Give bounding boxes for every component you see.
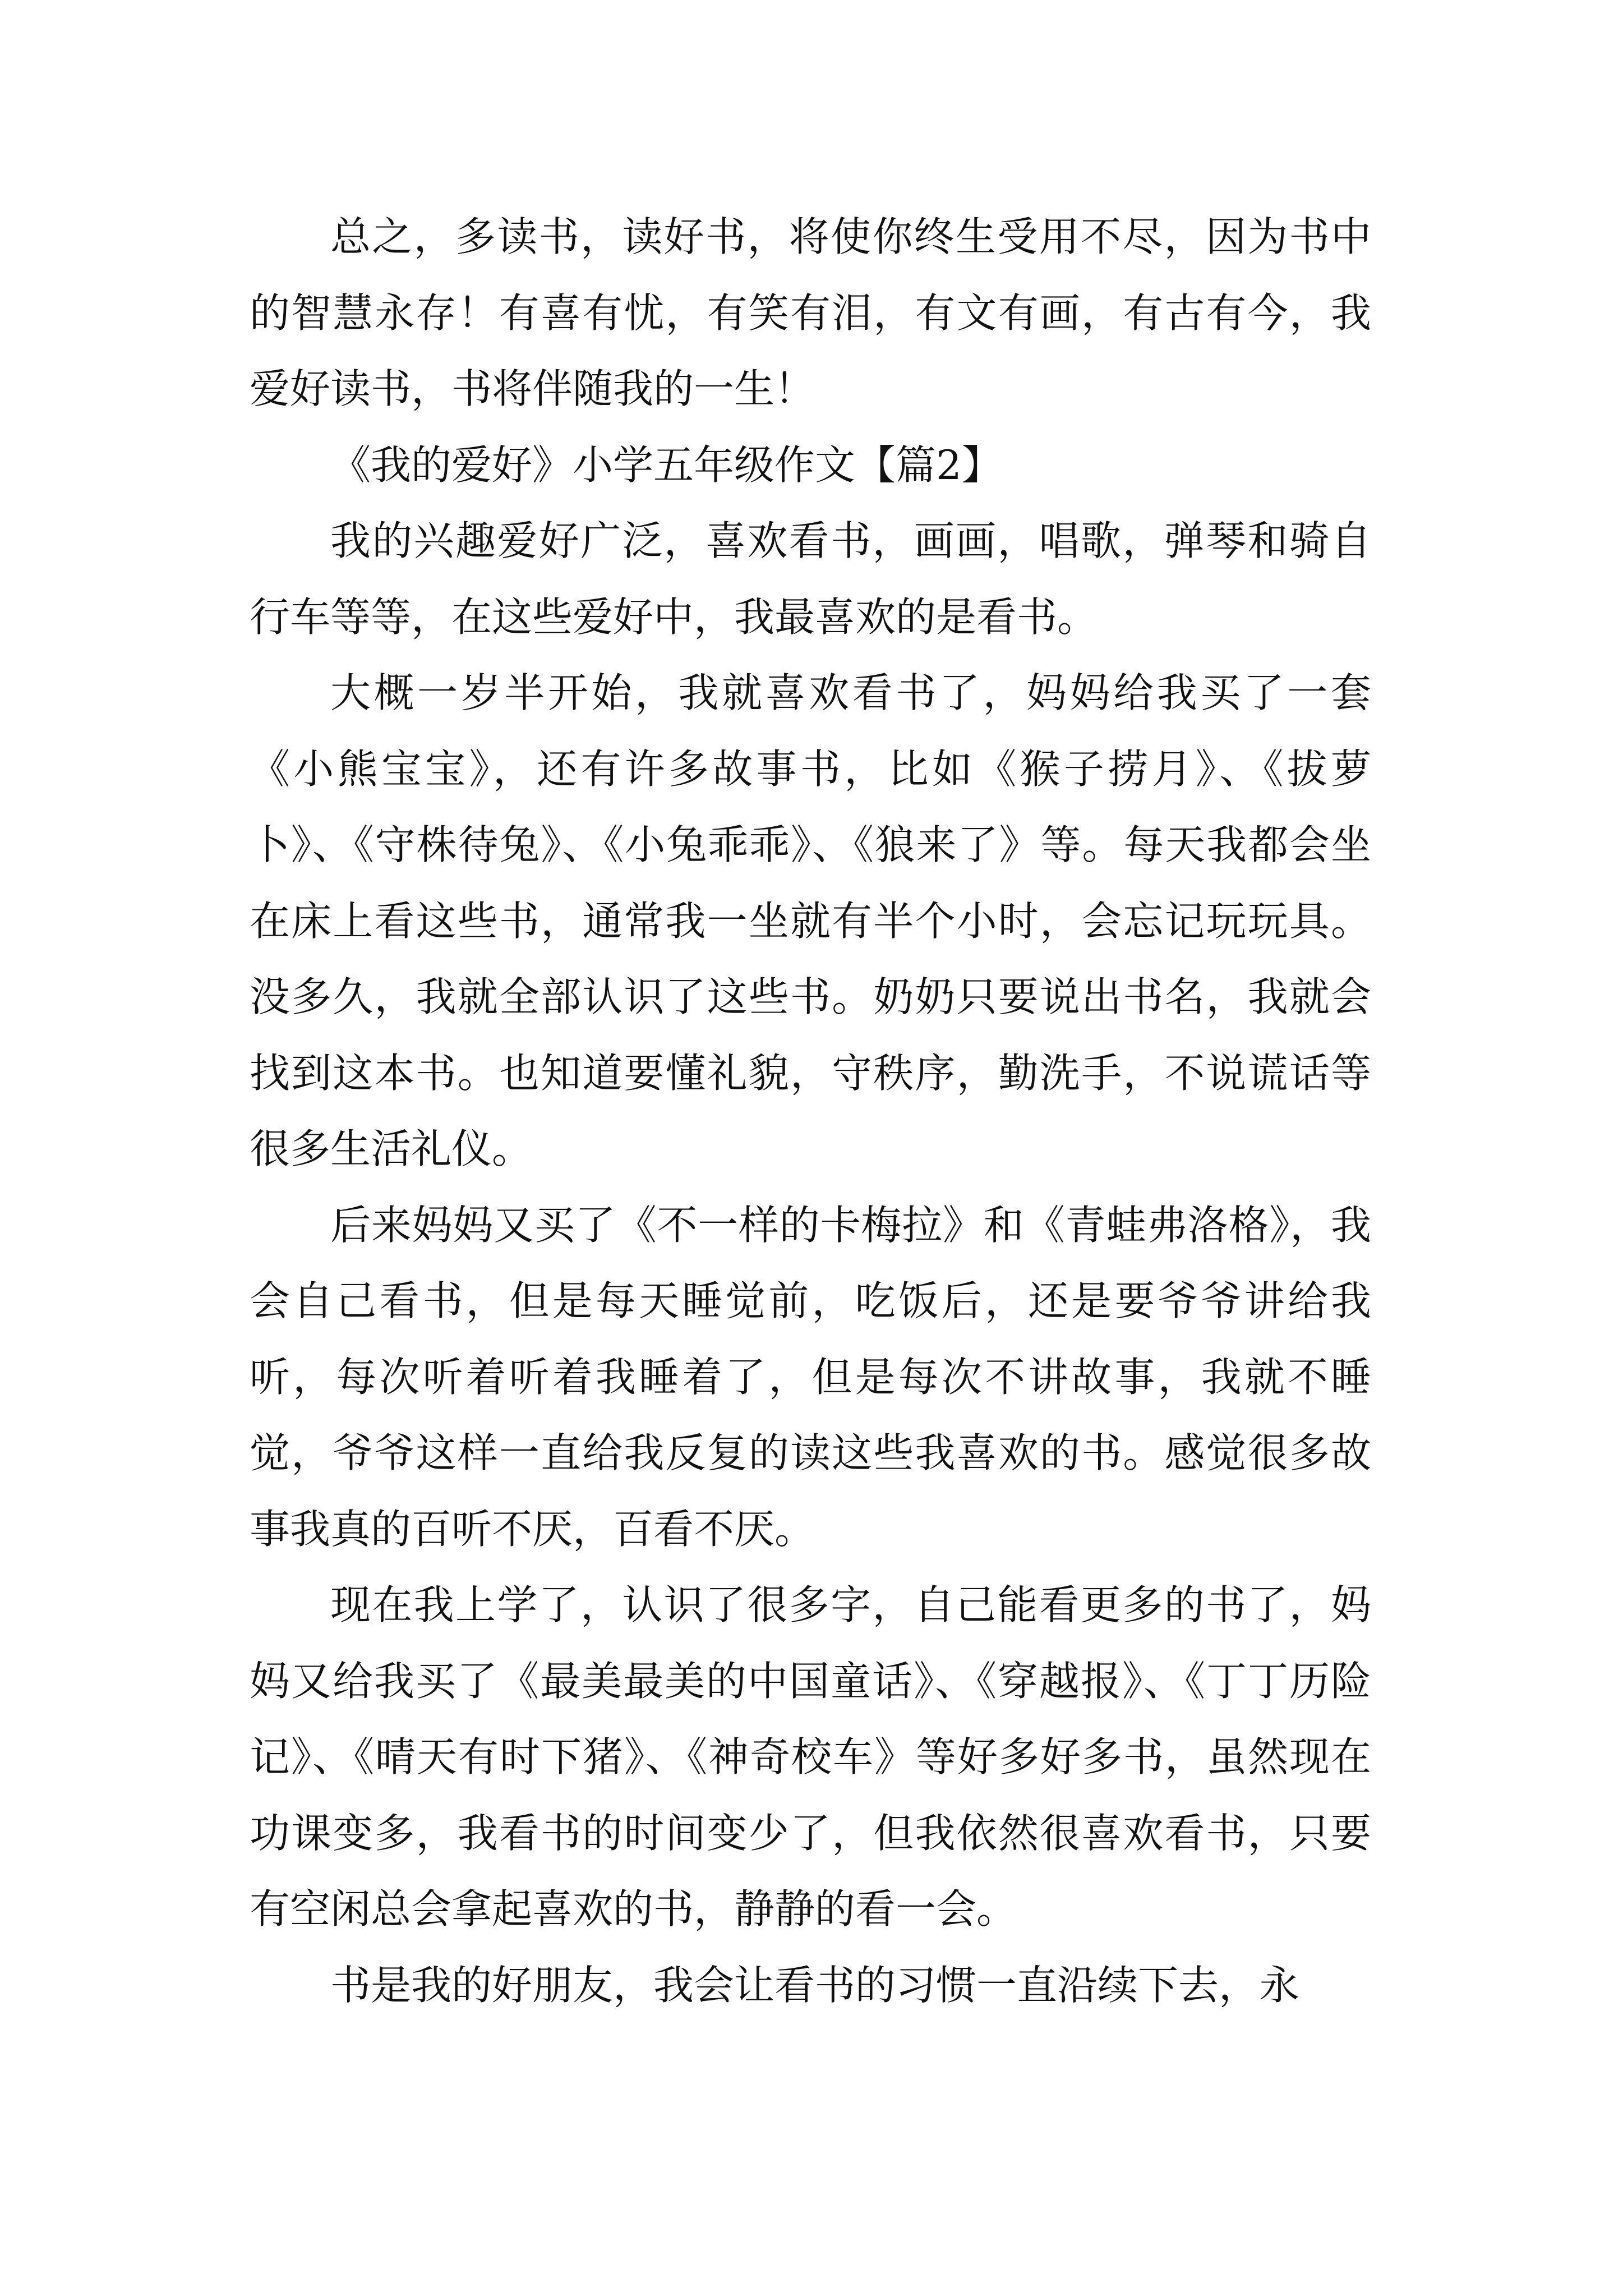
paragraph-early-reading: 大概一岁半开始，我就喜欢看书了，妈妈给我买了一套《小熊宝宝》，还有许多故事书，比如《猴子捞月》、《拔萝卜》、《守株待兔》、《小兔乖乖》、《狼来了》等。每天我都会坐在床上看这些书，通常我一坐就有半个小时，会忘记玩玩具。没多久，我就全部认识了这些书。奶奶只要说出书名，我就会找到这本书。也知道要懂礼貌，守秩序，勤洗手，不说谎话等很多生活礼仪。 (250, 669, 1371, 1172)
document-page (250, 199, 1371, 2023)
paragraph-conclusion: 总之，多读书，读好书，将使你终生受用不尽，因为书中的智慧永存！有喜有忧，有笑有泪，有文有画，有古有今，我爱好读书，书将伴随我的一生！ (250, 213, 1371, 412)
paragraph-grandpa-stories: 后来妈妈又买了《不一样的卡梅拉》和《青蛙弗洛格》，我会自己看书，但是每天睡觉前，吃饭后，还是要爷爷讲给我听，每次听着听着我睡着了，但是每次不讲故事，我就不睡觉，爷爷这样一直给我反复的读这些我喜欢的书。感觉很多故事我真的百听不厌，百看不厌。 (250, 1201, 1371, 1553)
paragraph-closing: 书是我的好朋友，我会让看书的习惯一直沿续下去，永 (330, 1961, 1300, 2009)
essay-heading: 《我的爱好》小学五年级作文【篇2】 (330, 441, 1002, 489)
paragraph-hobbies: 我的兴趣爱好广泛，喜欢看书，画画，唱歌，弹琴和骑自行车等等，在这些爱好中，我最喜欢的是看书。 (250, 517, 1371, 641)
paragraph-school-reading: 现在我上学了，认识了很多字，自己能看更多的书了，妈妈又给我买了《最美最美的中国童话》、《穿越报》、《丁丁历险记》、《晴天有时下猪》、《神奇校车》等好多好多书，虽然现在功课变多，我看书的时间变少了，但我依然很喜欢看书，只要有空闲总会拿起喜欢的书，静静的看一会。 (250, 1581, 1371, 1932)
